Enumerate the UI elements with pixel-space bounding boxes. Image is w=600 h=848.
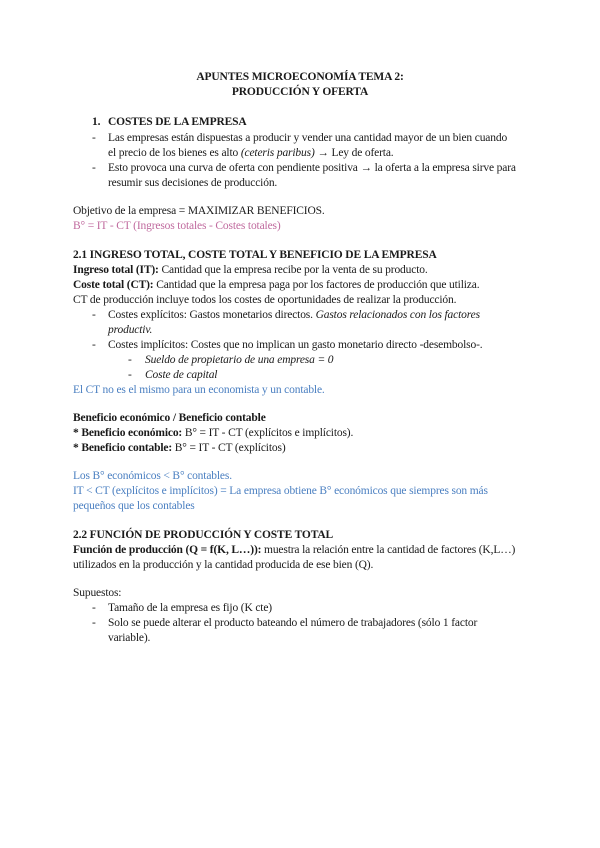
accounting-benefit-text: B° = IT - CT (explícitos) — [172, 442, 286, 454]
implicit-sub1: Sueldo de propietario de una empresa = 0 — [145, 354, 334, 366]
supuesto-2-line1: Solo se puede alterar el producto bateando el número de trabajadores (sólo 1 factor — [108, 617, 478, 629]
benefits-heading: Beneficio económico / Beneficio contable — [73, 412, 266, 424]
ct-definition — [73, 278, 479, 293]
sub-bullet-dash: - — [128, 369, 132, 381]
explicit-costs-line1 — [108, 308, 480, 323]
section1-number: 1. — [92, 116, 101, 128]
ct-note: CT de producción incluye todos los costes de oportunidades de realizar la producción. — [73, 294, 457, 306]
section22-heading: 2.2 FUNCIÓN DE PRODUCCIÓN Y COSTE TOTAL — [73, 529, 334, 541]
section1-bullet2-line1: Esto provoca una curva de oferta con pendiente positiva → la oferta a la empresa sirve para — [108, 162, 516, 174]
section1-bullet1-line2 — [108, 146, 394, 161]
ceteris-paribus: (ceteris paribus) — [240, 147, 315, 159]
benefit-formula: B° = IT - CT (Ingresos totales - Costes totales) — [73, 220, 281, 232]
title-line-1: APUNTES MICROECONOMÍA TEMA 2: — [196, 71, 404, 83]
benefits-blue-3: pequeños que los contables — [73, 500, 195, 512]
implicit-costs: Costes implícitos: Costes que no implican un gasto monetario directo -desembolso-. — [108, 339, 483, 351]
section21-heading: 2.1 INGRESO TOTAL, COSTE TOTAL Y BENEFICIO DE LA EMPRESA — [73, 249, 437, 261]
bullet-dash: - — [92, 309, 96, 321]
ct-text: Cantidad que la empresa paga por los factores de producción que utiliza. — [153, 279, 480, 291]
bullet-dash: - — [92, 132, 96, 144]
ct-blue-note: El CT no es el mismo para un economista y un contable. — [73, 384, 325, 396]
economic-benefit — [73, 426, 353, 441]
economic-benefit-text: B° = IT - CT (explícitos e implícitos). — [182, 427, 354, 439]
supuestos-label: Supuestos: — [73, 587, 122, 599]
production-function-line2: utilizados en la producción y la cantidad producida de ese bien (Q). — [73, 559, 374, 571]
section1-bullet1-line1: Las empresas están dispuestas a producir y vender una cantidad mayor de un bien cuando — [108, 132, 508, 144]
bullet-dash: - — [92, 339, 96, 351]
accounting-benefit — [73, 441, 286, 456]
accounting-benefit-label: * Beneficio contable: — [73, 442, 173, 454]
supuesto-2-line2: variable). — [108, 632, 151, 644]
explicit-costs-italic: Gastos relacionados con los factores — [315, 309, 480, 321]
supuesto-1: Tamaño de la empresa es fijo (K cte) — [108, 602, 272, 614]
section1-bullet2-line2: resumir sus decisiones de producción. — [108, 177, 278, 189]
benefits-blue-2: IT < CT (explícitos e implícitos) = La empresa obtiene B° económicos que siempres son más — [73, 485, 488, 497]
bullet-dash: - — [92, 602, 96, 614]
it-text: Cantidad que la empresa recibe por la venta de su producto. — [158, 264, 428, 276]
it-label: Ingreso total (IT): — [73, 264, 159, 276]
objective-line: Objetivo de la empresa = MAXIMIZAR BENEFICIOS. — [73, 205, 325, 217]
production-function-text: muestra la relación entre la cantidad de factores (K,L…) — [261, 544, 516, 556]
sub-bullet-dash: - — [128, 354, 132, 366]
bullet-dash: - — [92, 162, 96, 174]
section1-heading: COSTES DE LA EMPRESA — [108, 116, 247, 128]
it-definition — [73, 263, 428, 278]
economic-benefit-label: * Beneficio económico: — [73, 427, 183, 439]
benefits-blue-1: Los B° económicos < B° contables. — [73, 470, 232, 482]
bullet-dash: - — [92, 617, 96, 629]
production-function-label: Función de producción (Q = f(K, L…)): — [73, 544, 262, 556]
ley-de-oferta: → Ley de oferta. — [314, 147, 394, 159]
ct-label: Coste total (CT): — [73, 279, 154, 291]
title-line-2: PRODUCCIÓN Y OFERTA — [231, 86, 369, 98]
explicit-costs-line2: productiv. — [108, 324, 153, 336]
implicit-sub2: Coste de capital — [145, 369, 218, 381]
bullet1-text: el precio de los bienes es alto — [108, 147, 241, 159]
production-function-line1 — [73, 543, 515, 558]
explicit-costs-text: Costes explícitos: Gastos monetarios directos. — [108, 309, 316, 321]
